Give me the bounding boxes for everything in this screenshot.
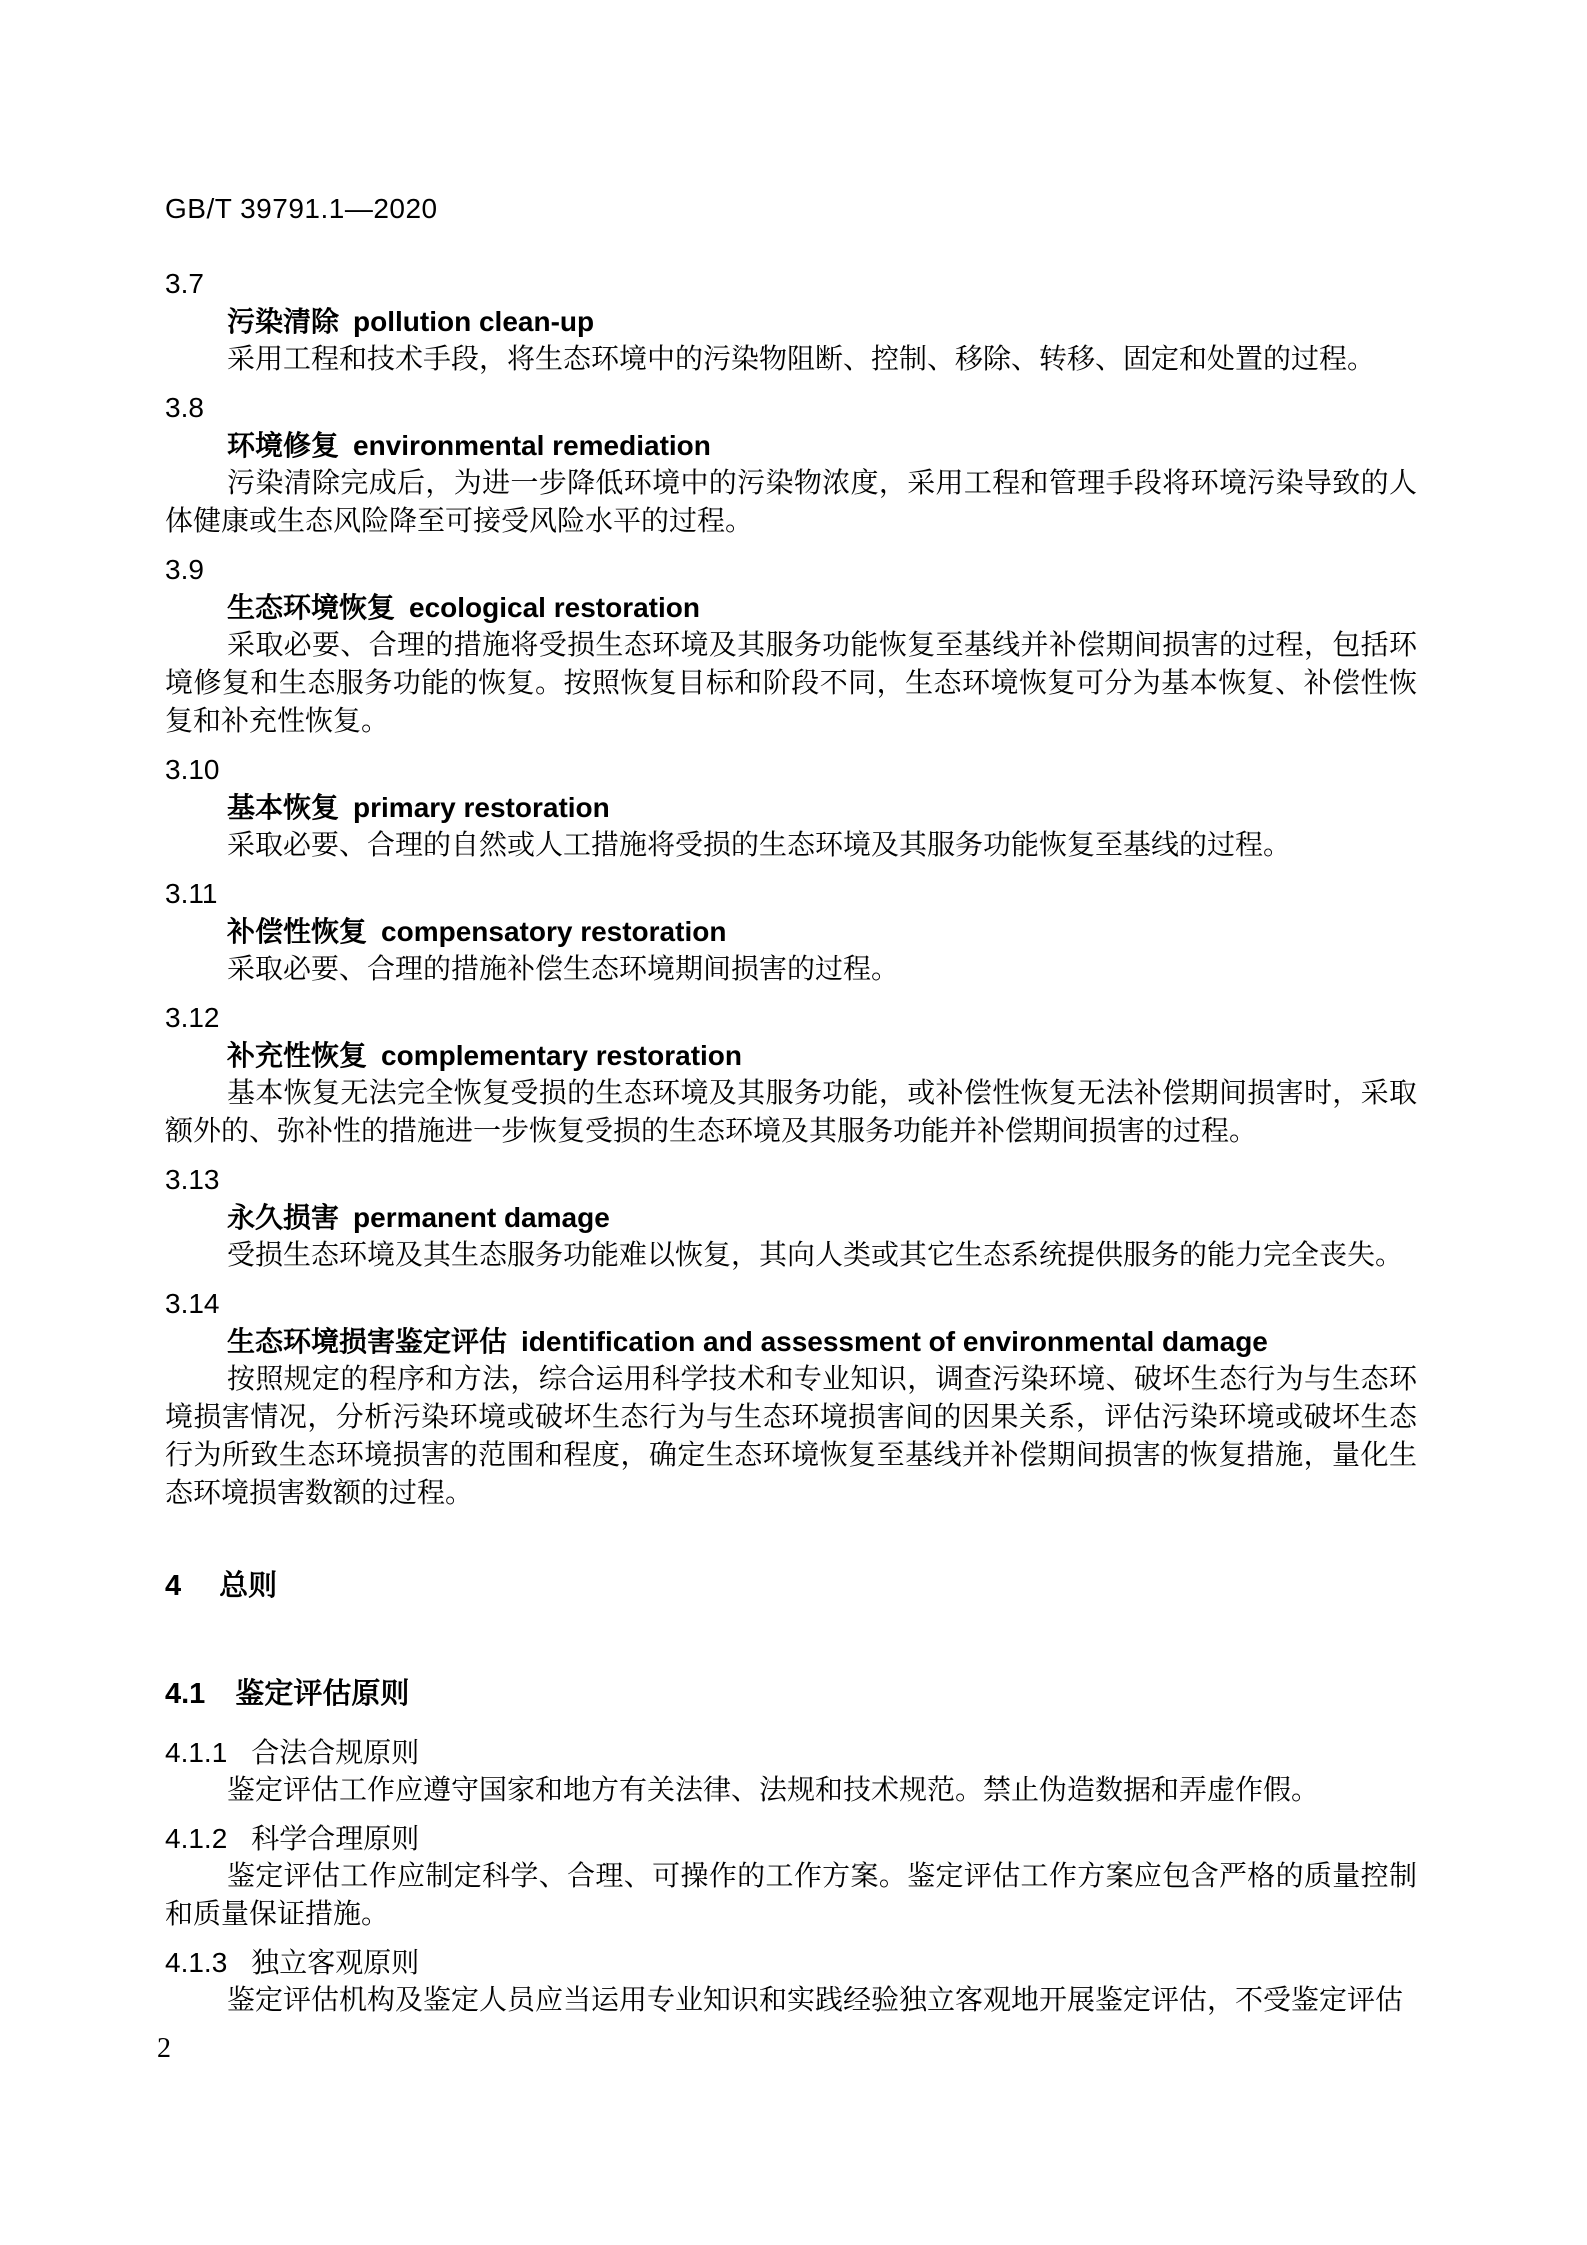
subsection-number: 4.1.3 — [165, 1947, 228, 1978]
subsection-heading — [165, 1820, 1417, 1858]
section-title: 鉴定评估原则 — [235, 1678, 410, 1710]
term-en: identification and assessment of environmental damage — [521, 1326, 1268, 1357]
subsection-4-1-1 — [165, 1734, 1417, 1810]
subsection-4-1-2 — [165, 1820, 1417, 1934]
term-block-3-12 — [165, 999, 1417, 1151]
section-heading — [165, 1675, 1417, 1713]
term-heading — [165, 1199, 1417, 1237]
subsection-number: 4.1.1 — [165, 1737, 228, 1768]
term-block-3-11 — [165, 875, 1417, 989]
definition-text: 污染清除完成后，为进一步降低环境中的污染物浓度，采用工程和管理手段将环境污染导致的人体健康或生态风险降至可接受风险水平的过程。 — [165, 468, 1417, 537]
clause-number: 3.13 — [165, 1164, 220, 1195]
term-zh: 生态环境损害鉴定评估 — [227, 1326, 508, 1357]
clause-number: 3.8 — [165, 392, 204, 423]
term-en: permanent damage — [353, 1202, 610, 1233]
subsection-text: 鉴定评估机构及鉴定人员应当运用专业知识和实践经验独立客观地开展鉴定评估，不受鉴定评估 — [227, 1985, 1404, 2016]
definition-text: 采取必要、合理的措施将受损生态环境及其服务功能恢复至基线并补偿期间损害的过程，包括环境修复和生态服务功能的恢复。按照恢复目标和阶段不同，生态环境恢复可分为基本恢复、补偿性恢复和补充性恢复。 — [165, 630, 1417, 737]
term-zh: 补充性恢复 — [227, 1040, 368, 1071]
term-block-3-13 — [165, 1161, 1417, 1275]
term-en: primary restoration — [353, 792, 610, 823]
subsection-text: 鉴定评估工作应制定科学、合理、可操作的工作方案。鉴定评估工作方案应包含严格的质量控制和质量保证措施。 — [165, 1861, 1417, 1930]
term-zh: 生态环境恢复 — [227, 592, 396, 623]
definition-text: 采用工程和技术手段，将生态环境中的污染物阻断、控制、移除、转移、固定和处置的过程。 — [227, 344, 1376, 375]
standard-number: GB/T 39791.1—2020 — [165, 193, 438, 224]
definition-text: 基本恢复无法完全恢复受损的生态环境及其服务功能，或补偿性恢复无法补偿期间损害时，采取额外的、弥补性的措施进一步恢复受损的生态环境及其服务功能并补偿期间损害的过程。 — [165, 1078, 1417, 1147]
term-zh: 永久损害 — [227, 1202, 340, 1233]
term-block-3-10 — [165, 751, 1417, 865]
subsection-title: 独立客观原则 — [251, 1947, 420, 1978]
clause-number: 3.10 — [165, 754, 220, 785]
term-en: environmental remediation — [353, 430, 711, 461]
term-heading — [165, 589, 1417, 627]
definition-text: 按照规定的程序和方法，综合运用科学技术和专业知识，调查污染环境、破坏生态行为与生态环境损害情况，分析污染环境或破坏生态行为与生态环境损害间的因果关系，评估污染环境或破坏生态行为所致生态环境损害的范围和程度，确定生态环境恢复至基线并补偿期间损害的恢复措施，量化生态环境损害数额的过程。 — [165, 1364, 1417, 1509]
term-heading — [165, 1323, 1417, 1361]
term-heading — [165, 303, 1417, 341]
clause-number: 3.11 — [165, 878, 218, 909]
section-number: 4.1 — [165, 1678, 206, 1710]
subsection-number: 4.1.2 — [165, 1823, 228, 1854]
chapter-number: 4 — [165, 1570, 182, 1602]
subsection-title: 合法合规原则 — [251, 1737, 420, 1768]
term-zh: 污染清除 — [227, 306, 340, 337]
term-heading — [165, 913, 1417, 951]
definition-text: 受损生态环境及其生态服务功能难以恢复，其向人类或其它生态系统提供服务的能力完全丧失。 — [227, 1240, 1404, 1271]
clause-number: 3.9 — [165, 554, 204, 585]
subsection-heading — [165, 1734, 1417, 1772]
term-en: complementary restoration — [381, 1040, 743, 1071]
subsection-text: 鉴定评估工作应遵守国家和地方有关法律、法规和技术规范。禁止伪造数据和弄虚作假。 — [227, 1775, 1320, 1806]
clause-number: 3.7 — [165, 268, 204, 299]
clause-number: 3.14 — [165, 1288, 220, 1319]
term-en: pollution clean-up — [353, 306, 595, 337]
term-heading — [165, 789, 1417, 827]
subsection-title: 科学合理原则 — [251, 1823, 420, 1854]
term-block-3-8 — [165, 389, 1417, 541]
term-block-3-7 — [165, 265, 1417, 379]
term-zh: 基本恢复 — [227, 792, 340, 823]
chapter-title: 总则 — [219, 1570, 278, 1602]
term-block-3-14 — [165, 1285, 1417, 1513]
term-en: compensatory restoration — [381, 916, 727, 947]
subsection-4-1-3 — [165, 1944, 1417, 2020]
term-block-3-9 — [165, 551, 1417, 741]
clause-number: 3.12 — [165, 1002, 220, 1033]
term-heading — [165, 427, 1417, 465]
term-zh: 补偿性恢复 — [227, 916, 368, 947]
definition-text: 采取必要、合理的措施补偿生态环境期间损害的过程。 — [227, 954, 900, 985]
term-heading — [165, 1037, 1417, 1075]
page-number: 2 — [157, 2033, 171, 2064]
page-content — [157, 190, 1417, 2068]
term-zh: 环境修复 — [227, 430, 340, 461]
chapter-heading — [165, 1567, 1417, 1605]
term-en: ecological restoration — [409, 592, 700, 623]
subsection-heading — [165, 1944, 1417, 1982]
definition-text: 采取必要、合理的自然或人工措施将受损的生态环境及其服务功能恢复至基线的过程。 — [227, 830, 1292, 861]
